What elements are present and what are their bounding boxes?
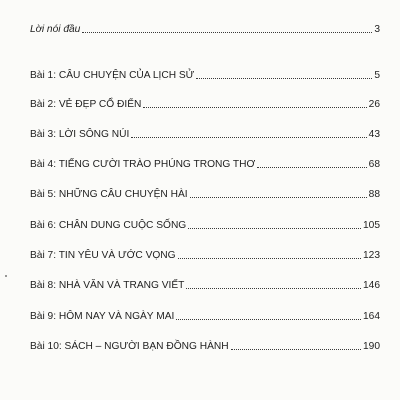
toc-row <box>30 276 380 292</box>
toc-entry-label: Lời nói đầu <box>30 24 81 35</box>
toc-page-number: 43 <box>368 129 380 140</box>
toc-row <box>30 155 380 171</box>
toc-row <box>30 307 380 323</box>
toc-page-number: 123 <box>363 250 380 261</box>
toc-entry-label: Bài 5: NHỮNG CÂU CHUYỆN HÀI <box>30 189 188 200</box>
dot-leader <box>196 77 372 79</box>
dot-leader <box>131 136 366 138</box>
paper-speck <box>5 275 7 277</box>
toc-entry-label: Bài 9: HÔM NAY VÀ NGÀY MAI <box>30 311 175 322</box>
dot-leader <box>82 31 372 33</box>
toc-page-number: 164 <box>363 311 380 322</box>
toc-entry-label: Bài 10: SÁCH – NGƯỜI BẠN ĐỒNG HÀNH <box>30 341 229 352</box>
dot-leader <box>188 227 361 229</box>
toc-row <box>30 185 380 201</box>
toc-page-number: 26 <box>368 99 380 110</box>
toc-row <box>30 95 380 111</box>
toc-page-number: 3 <box>374 24 380 35</box>
dot-leader <box>143 106 366 108</box>
toc-page-number: 5 <box>374 70 380 81</box>
toc-page-number: 190 <box>363 341 380 352</box>
toc-entry-label: Bài 2: VẺ ĐẸP CỔ ĐIỂN <box>30 99 142 110</box>
dot-leader <box>257 166 366 168</box>
dot-leader <box>190 196 367 198</box>
toc-row <box>30 337 380 353</box>
toc-entry-label: Bài 1: CÂU CHUYỆN CỦA LỊCH SỬ <box>30 70 195 81</box>
dot-leader <box>178 257 361 259</box>
toc-page-number: 146 <box>363 280 380 291</box>
toc-page-number: 88 <box>368 189 380 200</box>
toc-entry-label: Bài 4: TIẾNG CƯỜI TRÀO PHÚNG TRONG THƠ <box>30 159 256 170</box>
toc-row <box>30 216 380 232</box>
toc-page-number: 105 <box>363 220 380 231</box>
toc-row <box>30 125 380 141</box>
toc-row <box>30 246 380 262</box>
dot-leader <box>186 287 361 289</box>
toc-row <box>30 66 380 82</box>
dot-leader <box>176 318 361 320</box>
toc-page-number: 68 <box>368 159 380 170</box>
toc-entry-label: Bài 3: LỜI SÔNG NÚI <box>30 129 130 140</box>
dot-leader <box>231 348 361 350</box>
toc-entry-label: Bài 7: TIN YÊU VÀ ƯỚC VỌNG <box>30 250 176 261</box>
toc-entry-label: Bài 6: CHÂN DUNG CUỘC SỐNG <box>30 220 187 231</box>
toc-row-preface <box>30 20 380 36</box>
toc-entry-label: Bài 8: NHÀ VĂN VÀ TRANG VIẾT <box>30 280 185 291</box>
